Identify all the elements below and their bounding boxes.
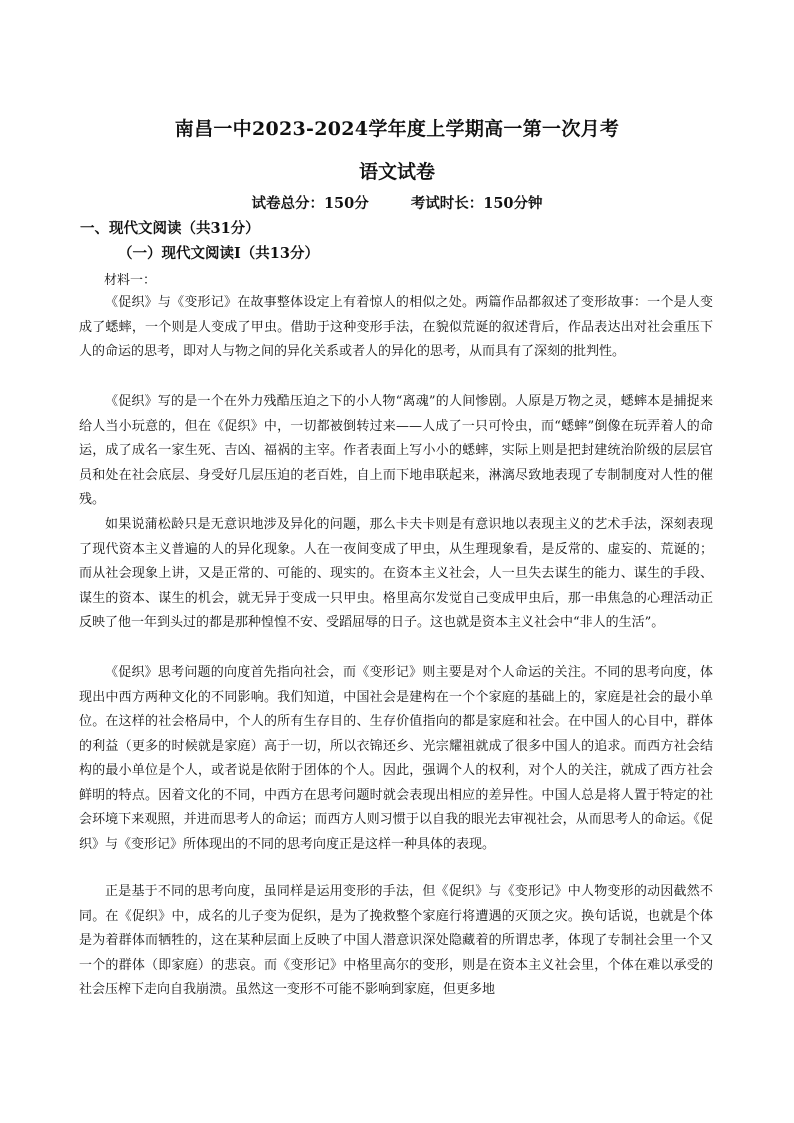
subject-title: 语文试卷 <box>358 161 435 183</box>
exam-duration: 考试时长：150分钟 <box>410 195 543 212</box>
passage-paragraph: 《促织》思考问题的向度首先指向社会，而《变形记》则主要是对个人命运的关注。不同的思考向度，体现出中西方两种文化的不同影响。我们知道，中国社会是建构在一个个家庭的基础上的，家庭是社会的最小单位。在这样的社会格局中，个人的所有生存目的、生存价值指向的都是家庭和社会。在中国人的心目中，群体的利益（更多的时候就是家庭）高于一切，所以衣锦还乡、光宗耀祖就成了很多中国人的追求。而西方社会结构的最小单位是个人，或者说是依附于团体的个人。因此，强调个人的权利，对个人的关注，就成了西方社会鲜明的特点。因着文化的不同，中西方在思考问题时就会表现出相应的差异性。中国人总是将人置于特定的社会环境下来观照，并进而思考人的命运；而西方人则习惯于以自我的眼光去审视社会，从而思考人的命运。《促织》与《变形记》所体现出的不同的思考向度正是这样一种具体的表现。 <box>79 665 713 852</box>
passage-paragraph: 《促织》写的是一个在外力残酷压迫之下的小人物“离魂”的人间惨剧。人原是万物之灵，蟋蟀本是捕捉来给人当小玩意的，但在《促织》中，一切都被倒转过来——人成了一只可怜虫，而“蟋蟀”倒像在玩弄着人的命运，成了成名一家生死、吉凶、福祸的主宰。作者表面上写小小的蟋蟀，实际上则是把封建统治阶级的层层官员和处在社会底层、身受好几层压迫的老百姓，自上而下地串联起来，淋漓尽致地表现了专制制度对人性的催残。 <box>79 394 713 507</box>
passage-paragraph: 如果说蒲松龄只是无意识地涉及异化的问题，那么卡夫卡则是有意识地以表现主义的艺术手法，深刻表现了现代资本主义普遍的人的异化现象。人在一夜间变成了甲虫，从生理现象看，是反常的、虚妄的、荒诞的；而从社会现象上讲，又是正常的、可能的、现实的。在资本主义社会，人一旦失去谋生的能力、谋生的手段、谋生的资本、谋生的机会，就无异于变成一只甲虫。格里高尔发觉自己变成甲虫后，那一串焦急的心理活动正反映了他一年到头过的都是那种惶惶不安、受蹈屈辱的日子。这也就是资本主义社会中“非人的生活”。 <box>79 517 713 630</box>
total-score: 试卷总分：150分 <box>251 195 369 212</box>
material-label: 材料一： <box>104 273 157 288</box>
passage-paragraph: 正是基于不同的思考向度，虽同样是运用变形的手法，但《促织》与《变形记》中人物变形的动因截然不同。在《促织》中，成名的儿子变为促织，是为了挽救整个家庭行将遭遇的灭顶之灾。换句话说，也就是个体是为着群体而牺牲的，这在某种层面上反映了中国人潜意识深处隐藏着的所谓忠孝，体现了专制社会里一个又一个的群体（即家庭）的悲哀。而《变形记》中格里高尔的变形，则是在资本主义社会里，个体在难以承受的社会压榨下走向自我崩溃。虽然这一变形不可能不影响到家庭，但更多地 <box>79 884 713 997</box>
subsection-heading: （一）现代文阅读Ⅰ（共13分） <box>118 245 319 262</box>
exam-title: 南昌一中2023-2024学年度上学期高一第一次月考 <box>174 118 620 140</box>
exam-meta <box>0 192 794 213</box>
section-heading: 一、现代文阅读（共31分） <box>80 220 260 237</box>
passage-paragraph: 《促织》与《变形记》在故事整体设定上有着惊人的相似之处。两篇作品都叙述了变形故事：一个是人变成了蟋蟀，一个则是人变成了甲虫。借助于这种变形手法，在貌似荒诞的叙述背后，作品表达出对社会重压下人的命运的思考，即对人与物之间的异化关系或者人的异化的思考，从而具有了深刻的批判性。 <box>79 295 713 359</box>
